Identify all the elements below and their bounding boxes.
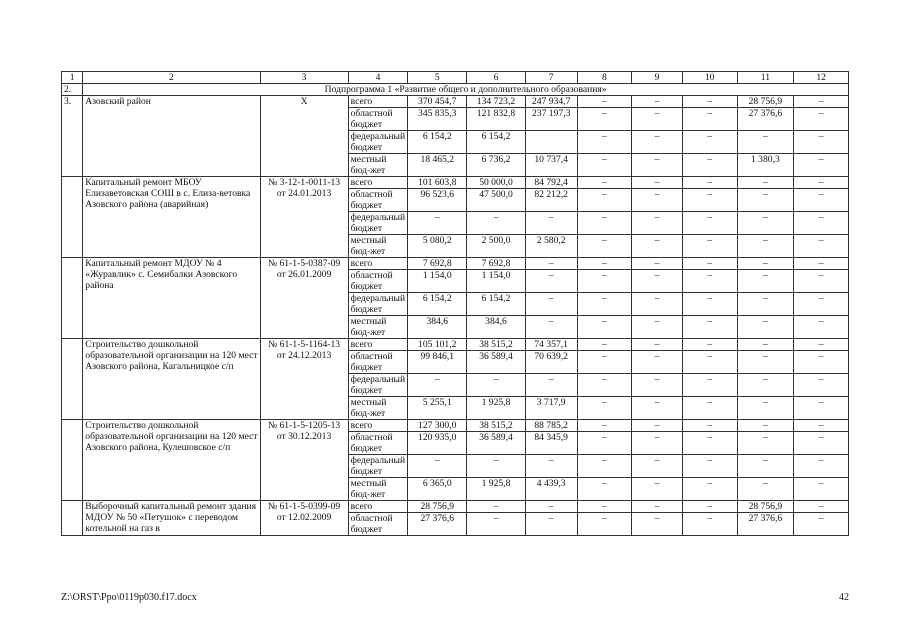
amount-cell: – xyxy=(525,455,577,478)
amount-cell: 2 500,0 xyxy=(467,235,526,258)
amount-cell: – xyxy=(737,131,794,154)
amount-cell: 1 925,8 xyxy=(467,397,526,420)
document-ref: № 61-1-5-1205-13 от 30.12.2013 xyxy=(260,420,348,501)
amount-cell: – xyxy=(632,177,683,189)
amount-cell: – xyxy=(408,374,467,397)
amount-cell: – xyxy=(682,501,737,513)
amount-cell: – xyxy=(737,397,794,420)
amount-cell: 36 589,4 xyxy=(467,351,526,374)
table-row xyxy=(62,420,849,432)
amount-cell: 4 439,3 xyxy=(525,478,577,501)
funding-source: всего xyxy=(348,339,408,351)
row-number xyxy=(62,501,83,536)
amount-cell: – xyxy=(682,432,737,455)
amount-cell: – xyxy=(467,513,526,536)
amount-cell: – xyxy=(794,235,849,258)
amount-cell: – xyxy=(737,270,794,293)
amount-cell: 6 365,0 xyxy=(408,478,467,501)
amount-cell: – xyxy=(632,432,683,455)
amount-cell: – xyxy=(794,339,849,351)
amount-cell: – xyxy=(525,258,577,270)
row-number xyxy=(62,258,83,339)
subprogram-row xyxy=(62,84,849,96)
amount-cell: – xyxy=(577,293,632,316)
amount-cell: – xyxy=(632,189,683,212)
funding-source: федеральный бюджет xyxy=(348,131,408,154)
amount-cell: 82 212,2 xyxy=(525,189,577,212)
amount-cell: – xyxy=(794,131,849,154)
amount-cell: 74 357,1 xyxy=(525,339,577,351)
amount-cell: – xyxy=(632,374,683,397)
amount-cell: 5 080,2 xyxy=(408,235,467,258)
amount-cell: 27 376,6 xyxy=(737,108,794,131)
amount-cell: – xyxy=(682,478,737,501)
amount-cell: – xyxy=(577,212,632,235)
amount-cell: 101 603,8 xyxy=(408,177,467,189)
amount-cell: – xyxy=(467,212,526,235)
funding-source: местный бюд-жет xyxy=(348,154,408,177)
amount-cell: – xyxy=(682,189,737,212)
amount-cell: 38 515,2 xyxy=(467,339,526,351)
amount-cell: – xyxy=(632,455,683,478)
amount-cell: – xyxy=(577,189,632,212)
object-name: Азовский район xyxy=(83,96,260,177)
amount-cell: – xyxy=(794,351,849,374)
amount-cell: – xyxy=(682,316,737,339)
amount-cell: 27 376,6 xyxy=(408,513,467,536)
amount-cell: 6 154,2 xyxy=(467,293,526,316)
funding-source: местный бюд-жет xyxy=(348,478,408,501)
amount-cell: 7 692,8 xyxy=(467,258,526,270)
amount-cell: – xyxy=(682,258,737,270)
amount-cell: 18 465,2 xyxy=(408,154,467,177)
amount-cell: 47 500,0 xyxy=(467,189,526,212)
amount-cell: 6 154,2 xyxy=(408,131,467,154)
amount-cell: – xyxy=(577,154,632,177)
table-row xyxy=(62,177,849,189)
amount-cell: – xyxy=(682,374,737,397)
amount-cell: 370 454,7 xyxy=(408,96,467,108)
amount-cell: – xyxy=(632,513,683,536)
amount-cell: – xyxy=(632,108,683,131)
amount-cell: – xyxy=(737,258,794,270)
object-name: Строительство дошкольной образовательной организации на 120 мест Азовского района, Кагальницкое с/п xyxy=(83,339,260,420)
amount-cell: – xyxy=(577,96,632,108)
amount-cell xyxy=(525,131,577,154)
amount-cell: – xyxy=(632,154,683,177)
amount-cell: – xyxy=(632,397,683,420)
funding-source: федеральный бюджет xyxy=(348,212,408,235)
object-name: Строительство дошкольной образовательной организации на 120 мест Азовского района, Кулешовское с/п xyxy=(83,420,260,501)
object-name: Капитальный ремонт МБОУ Елизаветовская СОШ в с. Елиза-ветовка Азовского района (аварийная) xyxy=(83,177,260,258)
amount-cell: 384,6 xyxy=(408,316,467,339)
amount-cell: – xyxy=(525,316,577,339)
amount-cell: 345 835,3 xyxy=(408,108,467,131)
amount-cell: – xyxy=(577,316,632,339)
row-number: 2. xyxy=(62,84,83,96)
amount-cell: – xyxy=(682,351,737,374)
amount-cell: – xyxy=(737,189,794,212)
amount-cell: – xyxy=(632,339,683,351)
amount-cell: – xyxy=(577,235,632,258)
amount-cell: – xyxy=(577,339,632,351)
amount-cell: 120 935,0 xyxy=(408,432,467,455)
amount-cell: – xyxy=(467,501,526,513)
amount-cell: – xyxy=(577,270,632,293)
amount-cell: 121 832,8 xyxy=(467,108,526,131)
amount-cell: 27 376,6 xyxy=(737,513,794,536)
amount-cell: – xyxy=(525,513,577,536)
amount-cell: – xyxy=(577,258,632,270)
amount-cell: – xyxy=(525,293,577,316)
amount-cell: – xyxy=(577,374,632,397)
amount-cell: – xyxy=(682,131,737,154)
column-number: 1 xyxy=(62,72,83,84)
amount-cell: 384,6 xyxy=(467,316,526,339)
amount-cell: – xyxy=(408,455,467,478)
amount-cell: – xyxy=(794,258,849,270)
amount-cell: 99 846,1 xyxy=(408,351,467,374)
amount-cell: – xyxy=(682,177,737,189)
amount-cell: – xyxy=(794,455,849,478)
amount-cell: – xyxy=(682,235,737,258)
document-ref: № 61-1-5-1164-13 от 24.12.2013 xyxy=(260,339,348,420)
amount-cell: – xyxy=(682,455,737,478)
amount-cell: 1 925,8 xyxy=(467,478,526,501)
object-name: Выборочный капитальный ремонт здания МДОУ № 50 «Петушок» с переводом котельной на газ в xyxy=(83,501,260,536)
funding-source: областной бюджет xyxy=(348,270,408,293)
amount-cell: – xyxy=(794,501,849,513)
amount-cell: – xyxy=(737,455,794,478)
funding-source: областной бюджет xyxy=(348,189,408,212)
amount-cell: 84 792,4 xyxy=(525,177,577,189)
amount-cell: – xyxy=(632,96,683,108)
funding-source: всего xyxy=(348,177,408,189)
amount-cell: – xyxy=(794,432,849,455)
column-number: 12 xyxy=(794,72,849,84)
amount-cell: – xyxy=(632,131,683,154)
amount-cell: – xyxy=(682,420,737,432)
file-path: Z:\ORST\Ppo\0119p030.f17.docx xyxy=(61,592,197,603)
amount-cell: 2 580,2 xyxy=(525,235,577,258)
document-ref: № 3-12-1-0011-13 от 24.01.2013 xyxy=(260,177,348,258)
amount-cell: – xyxy=(632,316,683,339)
column-number: 11 xyxy=(737,72,794,84)
amount-cell: – xyxy=(525,212,577,235)
amount-cell: – xyxy=(794,108,849,131)
table-row xyxy=(62,96,849,108)
column-number: 9 xyxy=(632,72,683,84)
column-number: 8 xyxy=(577,72,632,84)
amount-cell: 134 723,2 xyxy=(467,96,526,108)
row-number xyxy=(62,177,83,258)
amount-cell: 3 717,9 xyxy=(525,397,577,420)
amount-cell: – xyxy=(632,235,683,258)
amount-cell: 1 154,0 xyxy=(408,270,467,293)
amount-cell: 38 515,2 xyxy=(467,420,526,432)
amount-cell: – xyxy=(794,374,849,397)
amount-cell: 1 380,3 xyxy=(737,154,794,177)
amount-cell: – xyxy=(737,235,794,258)
funding-source: областной бюджет xyxy=(348,351,408,374)
column-number: 3 xyxy=(260,72,348,84)
amount-cell: – xyxy=(577,420,632,432)
amount-cell: – xyxy=(525,374,577,397)
amount-cell: – xyxy=(682,397,737,420)
amount-cell: – xyxy=(737,420,794,432)
amount-cell: 28 756,9 xyxy=(737,501,794,513)
amount-cell: – xyxy=(682,339,737,351)
amount-cell: – xyxy=(632,258,683,270)
amount-cell: – xyxy=(577,432,632,455)
amount-cell: – xyxy=(794,96,849,108)
amount-cell: – xyxy=(682,270,737,293)
amount-cell: 6 154,2 xyxy=(408,293,467,316)
amount-cell: 247 934,7 xyxy=(525,96,577,108)
amount-cell: 96 523,6 xyxy=(408,189,467,212)
header-row xyxy=(62,72,849,84)
amount-cell: – xyxy=(794,154,849,177)
amount-cell: – xyxy=(737,432,794,455)
amount-cell: – xyxy=(632,351,683,374)
column-number: 6 xyxy=(467,72,526,84)
amount-cell: – xyxy=(632,293,683,316)
column-number: 4 xyxy=(348,72,408,84)
document-ref: № 61-1-5-0399-09 от 12.02.2009 xyxy=(260,501,348,536)
budget-table xyxy=(61,71,849,536)
column-number: 10 xyxy=(682,72,737,84)
funding-source: областной бюджет xyxy=(348,513,408,536)
amount-cell: – xyxy=(794,293,849,316)
funding-source: местный бюд-жет xyxy=(348,235,408,258)
amount-cell: – xyxy=(737,339,794,351)
amount-cell: – xyxy=(794,397,849,420)
amount-cell: 36 589,4 xyxy=(467,432,526,455)
amount-cell: – xyxy=(577,501,632,513)
amount-cell: – xyxy=(467,374,526,397)
amount-cell: – xyxy=(525,501,577,513)
amount-cell: – xyxy=(737,212,794,235)
amount-cell: 50 000,0 xyxy=(467,177,526,189)
funding-source: областной бюджет xyxy=(348,108,408,131)
table-row xyxy=(62,339,849,351)
amount-cell: – xyxy=(794,177,849,189)
amount-cell: 84 345,9 xyxy=(525,432,577,455)
amount-cell: – xyxy=(408,212,467,235)
amount-cell: – xyxy=(577,455,632,478)
column-number: 5 xyxy=(408,72,467,84)
amount-cell: – xyxy=(682,154,737,177)
funding-source: федеральный бюджет xyxy=(348,293,408,316)
amount-cell: 127 300,0 xyxy=(408,420,467,432)
amount-cell: – xyxy=(577,478,632,501)
amount-cell: 6 154,2 xyxy=(467,131,526,154)
amount-cell: – xyxy=(577,177,632,189)
amount-cell: – xyxy=(525,270,577,293)
amount-cell: – xyxy=(794,316,849,339)
amount-cell: 5 255,1 xyxy=(408,397,467,420)
funding-source: всего xyxy=(348,420,408,432)
amount-cell: 88 785,2 xyxy=(525,420,577,432)
amount-cell: – xyxy=(682,108,737,131)
funding-source: федеральный бюджет xyxy=(348,455,408,478)
amount-cell: – xyxy=(632,420,683,432)
amount-cell: 70 639,2 xyxy=(525,351,577,374)
row-number: 3. xyxy=(62,96,83,177)
amount-cell: – xyxy=(737,177,794,189)
funding-source: федеральный бюджет xyxy=(348,374,408,397)
amount-cell: 10 737,4 xyxy=(525,154,577,177)
amount-cell: – xyxy=(577,108,632,131)
amount-cell: – xyxy=(577,513,632,536)
amount-cell: 28 756,9 xyxy=(737,96,794,108)
amount-cell: – xyxy=(682,212,737,235)
amount-cell: – xyxy=(794,189,849,212)
amount-cell: – xyxy=(794,420,849,432)
funding-source: всего xyxy=(348,258,408,270)
amount-cell: – xyxy=(467,455,526,478)
column-number: 7 xyxy=(525,72,577,84)
subprogram-title: Подпрограмма 1 «Развитие общего и дополнительного образования» xyxy=(83,84,849,96)
funding-source: всего xyxy=(348,96,408,108)
amount-cell: – xyxy=(682,513,737,536)
amount-cell: – xyxy=(737,374,794,397)
row-number xyxy=(62,339,83,420)
table-row xyxy=(62,258,849,270)
amount-cell: – xyxy=(737,351,794,374)
amount-cell: – xyxy=(682,293,737,316)
document-ref: № 61-1-5-0387-09 от 26.01.2009 xyxy=(260,258,348,339)
row-number xyxy=(62,420,83,501)
amount-cell: – xyxy=(632,212,683,235)
column-number: 2 xyxy=(83,72,260,84)
amount-cell: 28 756,9 xyxy=(408,501,467,513)
amount-cell: – xyxy=(794,513,849,536)
amount-cell: 1 154,0 xyxy=(467,270,526,293)
amount-cell: – xyxy=(737,478,794,501)
funding-source: областной бюджет xyxy=(348,432,408,455)
amount-cell: – xyxy=(577,131,632,154)
amount-cell: – xyxy=(632,478,683,501)
object-name: Капитальный ремонт МДОУ № 4 «Журавлик» с. Семибалки Азовского района xyxy=(83,258,260,339)
amount-cell: – xyxy=(737,293,794,316)
amount-cell: – xyxy=(737,316,794,339)
table-row xyxy=(62,501,849,513)
funding-source: местный бюд-жет xyxy=(348,397,408,420)
funding-source: местный бюд-жет xyxy=(348,316,408,339)
amount-cell: 6 736,2 xyxy=(467,154,526,177)
amount-cell: – xyxy=(632,270,683,293)
amount-cell: – xyxy=(682,96,737,108)
document-ref: Х xyxy=(260,96,348,177)
funding-source: всего xyxy=(348,501,408,513)
amount-cell: – xyxy=(577,397,632,420)
amount-cell: – xyxy=(794,212,849,235)
amount-cell: – xyxy=(794,270,849,293)
amount-cell: – xyxy=(577,351,632,374)
amount-cell: 7 692,8 xyxy=(408,258,467,270)
page-number: 42 xyxy=(839,592,849,603)
amount-cell: – xyxy=(632,501,683,513)
amount-cell: 105 101,2 xyxy=(408,339,467,351)
amount-cell: – xyxy=(794,478,849,501)
amount-cell: 237 197,3 xyxy=(525,108,577,131)
